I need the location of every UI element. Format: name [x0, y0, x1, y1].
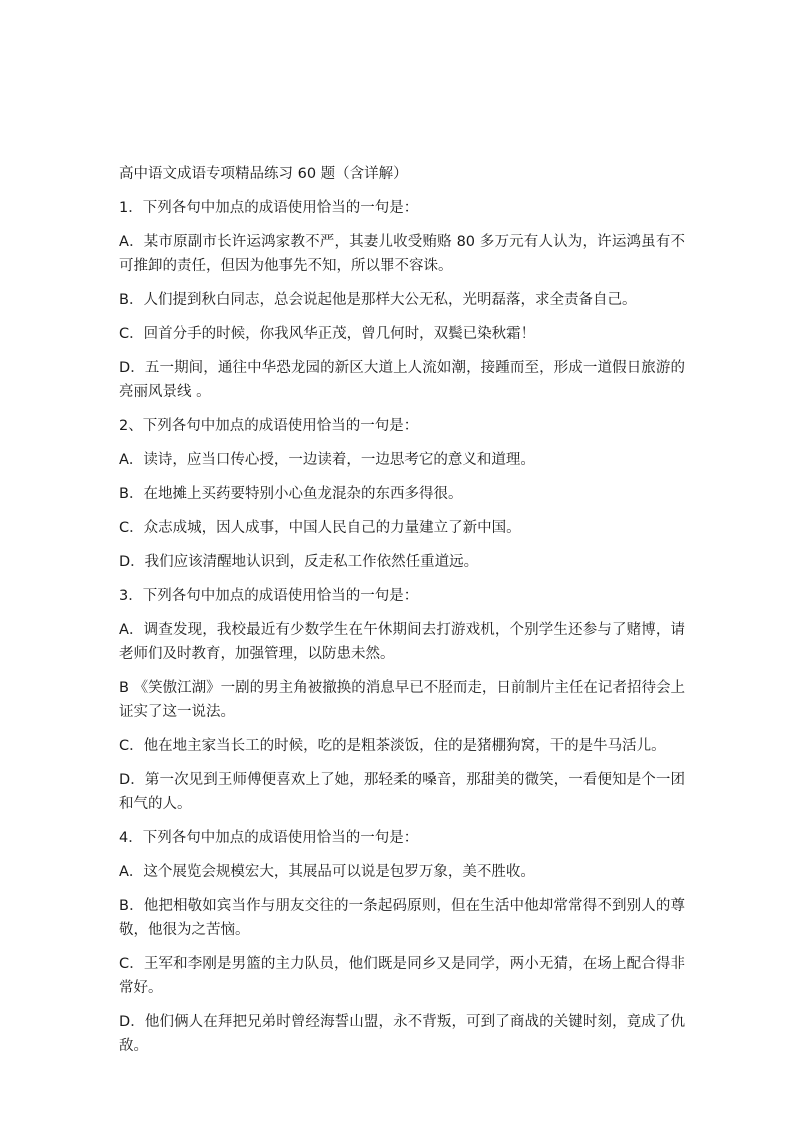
- question-2-option-d: D．我们应该清醒地认识到，反走私工作依然任重道远。: [119, 554, 479, 570]
- question-3-option-b: B 《笑傲江湖》一剧的男主角被撤换的消息早已不胫而走，日前制片主任在记者招待会上证实了这一说法。: [119, 680, 685, 720]
- question-1-option-d: D．五一期间，通往中华恐龙园的新区大道上人流如潮，接踵而至，形成一道假日旅游的亮丽风景线 。: [119, 360, 685, 400]
- document-title: 高中语文成语专项精品练习 60 题（含详解）: [119, 166, 408, 182]
- question-4-option-c: C．王军和李刚是男篮的主力队员，他们既是同乡又是同学，两小无猜，在场上配合得非常好。: [119, 956, 685, 996]
- question-3-stem: 3．下列各句中加点的成语使用恰当的一句是：: [119, 588, 419, 604]
- question-1-option-b: B．人们提到秋白同志，总会说起他是那样大公无私，光明磊落，求全责备自己。: [119, 292, 637, 308]
- question-4-option-b: B．他把相敬如宾当作与朋友交往的一条起码原则，但在生活中他却常常得不到别人的尊敬，他很为之苦恼。: [119, 898, 685, 938]
- question-2-option-b: B．在地摊上买药要特别小心鱼龙混杂的东西多得很。: [119, 486, 463, 502]
- question-3-option-a: A．调查发现，我校最近有少数学生在午休期间去打游戏机，个别学生还参与了赌博，请老师们及时教育，加强管理，以防患未然。: [119, 622, 685, 662]
- document-body: [119, 162, 685, 1068]
- question-2-stem: 2、下列各句中加点的成语使用恰当的一句是：: [119, 418, 419, 434]
- question-2-option-c: C．众志成城，因人成事，中国人民自己的力量建立了新中国。: [119, 520, 521, 536]
- question-2-option-a: A．读诗，应当口传心授，一边读着，一边思考它的意义和道理。: [119, 452, 535, 468]
- question-4-option-d: D．他们俩人在拜把兄弟时曾经海誓山盟，永不背叛，可到了商战的关键时刻，竟成了仇敌。: [119, 1014, 685, 1054]
- question-1-option-c: C．回首分手的时候，你我风华正茂，曾几何时，双鬓已染秋霜！: [119, 326, 536, 342]
- question-1-stem: 1．下列各句中加点的成语使用恰当的一句是：: [119, 200, 419, 216]
- question-4-stem: 4．下列各句中加点的成语使用恰当的一句是：: [119, 830, 419, 846]
- question-4-option-a: A．这个展览会规模宏大，其展品可以说是包罗万象，美不胜收。: [119, 864, 535, 880]
- question-3-option-c: C．他在地主家当长工的时候，吃的是粗茶淡饭，住的是猪棚狗窝，干的是牛马活儿。: [119, 738, 666, 754]
- question-3-option-d: D．第一次见到王师傅便喜欢上了她，那轻柔的嗓音，那甜美的微笑，一看便知是个一团和气的人。: [119, 772, 685, 812]
- question-1-option-a: A．某市原副市长许运鸿家教不严，其妻儿收受贿赂 80 多万元有人认为，许运鸿虽有不可推卸的责任，但因为他事先不知，所以罪不容诛。: [119, 234, 685, 274]
